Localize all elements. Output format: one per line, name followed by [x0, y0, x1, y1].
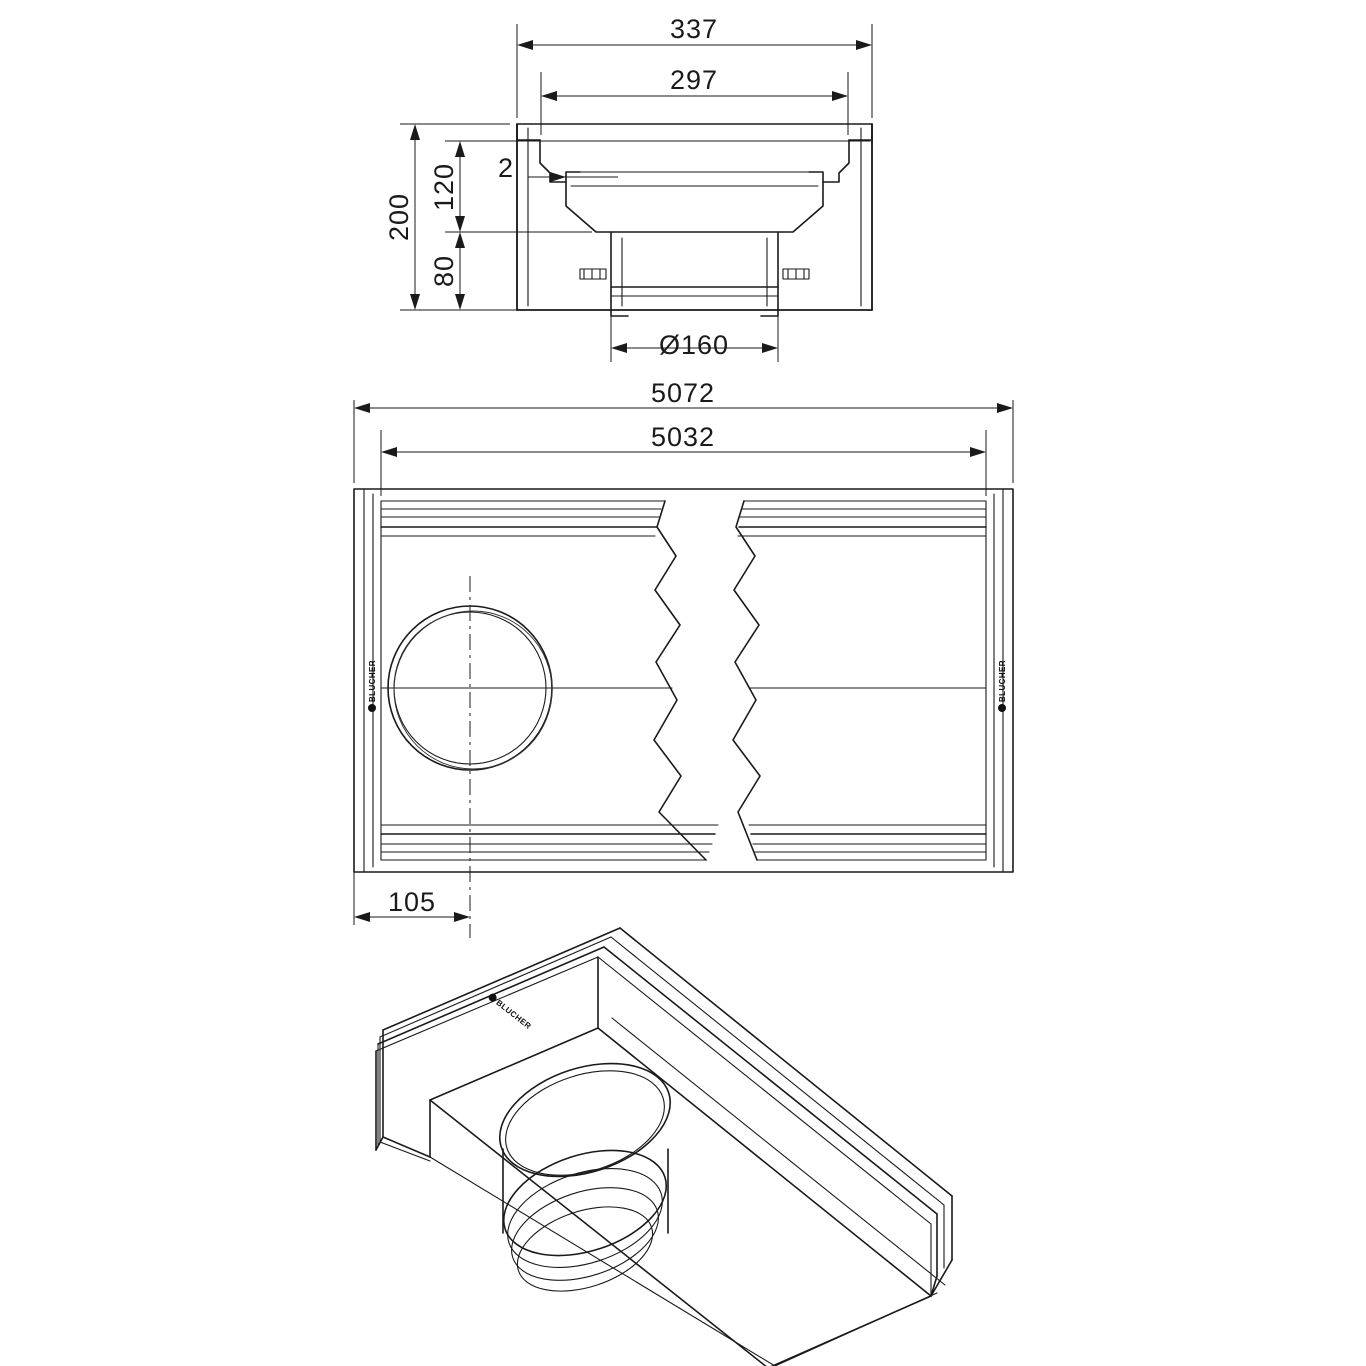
- brand-logo-isometric: BLUCHER: [486, 992, 532, 1031]
- dot-icon: [998, 704, 1006, 712]
- dim-337: 337: [669, 14, 719, 44]
- dim-5072: 5072: [650, 378, 716, 408]
- dim-120: 120: [429, 162, 459, 212]
- dim-105: 105: [387, 887, 437, 917]
- isometric-view: [376, 928, 952, 1366]
- dim-2: 2: [497, 153, 515, 183]
- dim-5032: 5032: [650, 422, 716, 452]
- plan-view: [354, 378, 1013, 938]
- dim-diameter-160: Ø160: [658, 330, 730, 360]
- dim-200: 200: [384, 192, 414, 242]
- section-view: [384, 14, 872, 362]
- brand-logo-plan-left: BLUCHER: [368, 660, 377, 712]
- dim-297: 297: [669, 65, 719, 95]
- dim-80: 80: [429, 254, 459, 288]
- dot-icon: [368, 704, 376, 712]
- brand-logo-plan-right: BLUCHER: [998, 660, 1007, 712]
